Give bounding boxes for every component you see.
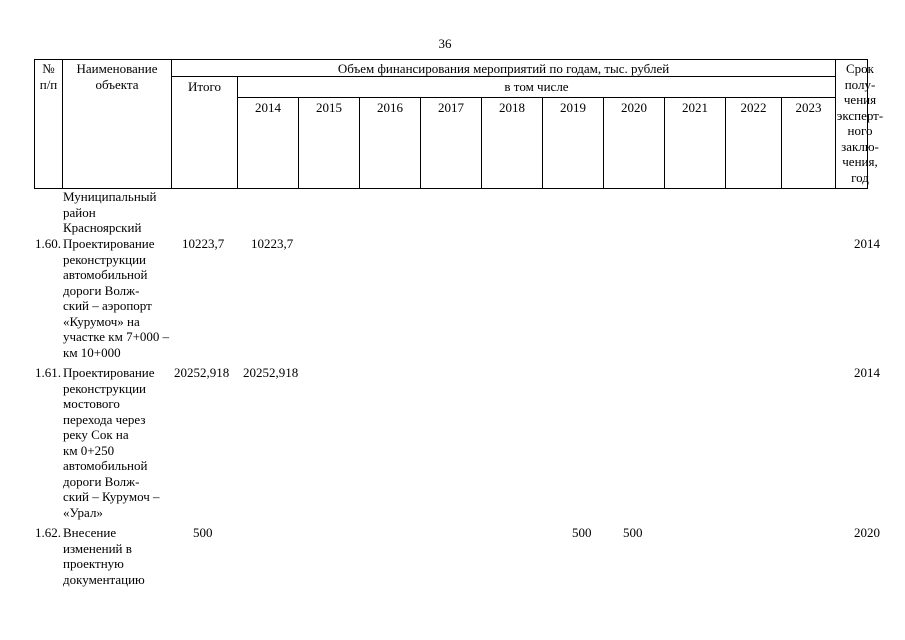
row-value-2019: 500 — [572, 525, 592, 540]
row-total: 20252,918 — [174, 365, 230, 380]
header-year: 2022 — [740, 100, 767, 115]
header-year: 2014 — [255, 100, 281, 115]
header-term: Срок полу- чения эксперт- ного заклю- чения, год — [836, 61, 884, 185]
row-total: 500 — [193, 525, 213, 540]
row-name: Проектирование реконструкции автомобильной дороги Волж- ский – аэропорт «Курумоч» на участке км 7+000 – км 10+000 — [63, 236, 170, 360]
header-year: 2021 — [682, 100, 708, 115]
row-name: Проектирование реконструкции мостового перехода через реку Сок на км 0+250 автомобильной дороги Волж- ский – Курумоч – «Урал» — [63, 365, 160, 520]
row-total: 10223,7 — [182, 236, 225, 251]
row-term: 2014 — [854, 236, 880, 251]
page-number: 36 — [438, 36, 452, 51]
header-year: 2016 — [377, 100, 403, 115]
header-rule-2 — [237, 97, 835, 98]
header-financing: Объем финансирования мероприятий по годам, тыс. рублей — [337, 61, 670, 76]
row-term: 2014 — [854, 365, 880, 380]
header-rule-bottom — [34, 188, 867, 189]
row-value-2014: 10223,7 — [251, 236, 294, 251]
header-year: 2023 — [795, 100, 822, 115]
header-year: 2018 — [499, 100, 525, 115]
row-number: 1.62. — [35, 525, 61, 540]
table-border-top — [34, 59, 867, 60]
header-year: 2020 — [621, 100, 647, 115]
row-number: 1.61. — [35, 365, 61, 380]
row-value-2020: 500 — [623, 525, 643, 540]
header-including: в том числе — [504, 79, 569, 94]
row-term: 2020 — [854, 525, 880, 540]
header-total: Итого — [188, 79, 221, 94]
row-name: Внесение изменений в проектную документацию — [63, 525, 145, 587]
row-number: 1.60. — [35, 236, 61, 251]
header-year: 2019 — [560, 100, 586, 115]
header-number: № п/п — [39, 61, 58, 92]
header-year: 2017 — [438, 100, 464, 115]
row-value-2014: 20252,918 — [243, 365, 299, 380]
section-label: Муниципальный район Красноярский — [63, 189, 157, 235]
header-year: 2015 — [316, 100, 342, 115]
header-object-name: Наименование объекта — [76, 61, 158, 92]
